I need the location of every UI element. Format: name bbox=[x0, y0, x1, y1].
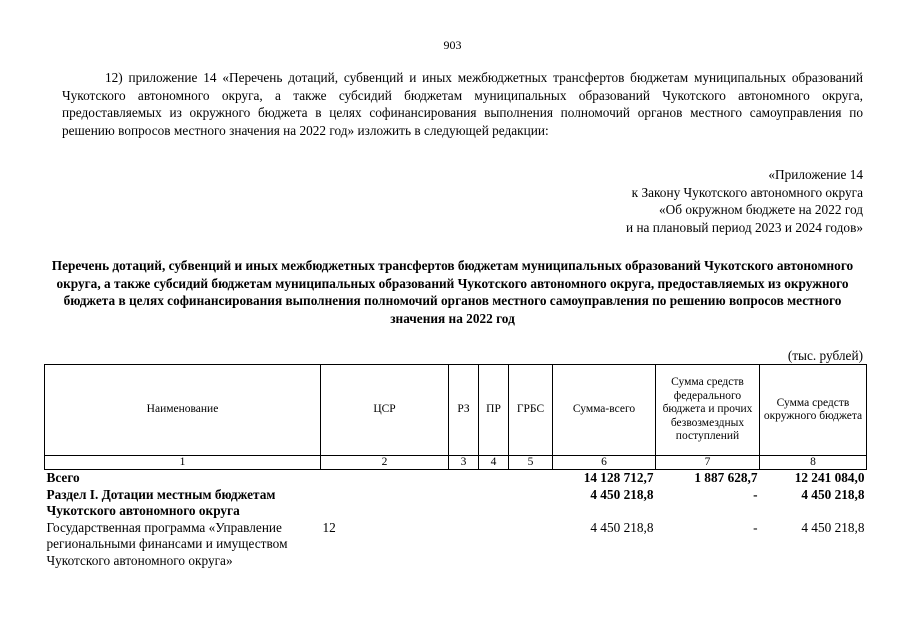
row-district: 4 450 218,8 bbox=[801, 486, 865, 502]
header-grbs: ГРБС bbox=[509, 365, 553, 456]
row-federal: - bbox=[753, 519, 758, 535]
header-pr: ПР bbox=[479, 365, 509, 456]
budget-table bbox=[44, 364, 867, 569]
column-number: 6 bbox=[553, 456, 656, 470]
header-total: Сумма-всего bbox=[553, 365, 656, 456]
column-number: 1 bbox=[45, 456, 321, 470]
table-row bbox=[45, 487, 867, 520]
header-federal: Сумма средств федерального бюджета и прочих безвозмездных поступлений bbox=[656, 365, 760, 456]
row-rz bbox=[449, 520, 479, 570]
row-csr bbox=[321, 470, 449, 487]
row-rz bbox=[449, 470, 479, 487]
column-number: 4 bbox=[479, 456, 509, 470]
row-federal: 1 887 628,7 bbox=[694, 470, 758, 485]
header-district: Сумма средств окружного бюджета bbox=[760, 365, 867, 456]
column-number: 5 bbox=[509, 456, 553, 470]
row-total: 14 128 712,7 bbox=[583, 470, 654, 485]
row-district: 4 450 218,8 bbox=[801, 519, 865, 535]
column-number: 8 bbox=[760, 456, 867, 470]
row-pr bbox=[479, 470, 509, 487]
row-name: Раздел I. Дотации местным бюджетам Чукотского автономного округа bbox=[46, 486, 276, 518]
appendix-line-1: «Приложение 14 bbox=[768, 167, 863, 182]
row-grbs bbox=[509, 470, 553, 487]
appendix-line-3: «Об окружном бюджете на 2022 год bbox=[659, 202, 863, 217]
table-header-row bbox=[45, 365, 867, 456]
table-row bbox=[45, 470, 867, 487]
row-grbs bbox=[509, 487, 553, 520]
intro-paragraph: 12) приложение 14 «Перечень дотаций, субвенций и иных межбюджетных трансфертов бюджетам муниципальных образований Чукотского автономного округа, а также субсидий бюджетам муниципальных образований Чукотского автономного округа, предоставляемых из окружного бюджета в целях софинансирования выполнения полномочий органов местного самоуправления по решению вопросов местного значения на 2022 год» изложить в следующей редакции: bbox=[62, 70, 863, 138]
row-grbs bbox=[509, 520, 553, 570]
row-name: Государственная программа «Управление региональными финансами и имуществом Чукотского автономного округа» bbox=[46, 519, 288, 568]
appendix-line-2: к Закону Чукотского автономного округа bbox=[631, 184, 863, 200]
row-district: 12 241 084,0 bbox=[794, 470, 865, 485]
table-row bbox=[45, 520, 867, 570]
row-csr bbox=[321, 487, 449, 520]
row-pr bbox=[479, 487, 509, 520]
row-name: Всего bbox=[46, 470, 80, 485]
header-name: Наименование bbox=[45, 365, 321, 456]
column-number-row bbox=[45, 456, 867, 470]
row-rz bbox=[449, 487, 479, 520]
header-rz: РЗ bbox=[449, 365, 479, 456]
appendix-header bbox=[626, 166, 863, 236]
document-title: Перечень дотаций, субвенций и иных межбюджетных трансфертов бюджетам муниципальных образований Чукотского автономного округа, а также субсидий бюджетам муниципальных образований Чукотского автономного округа, предоставляемых из окружного бюджета в целях софинансирования выполнения полномочий органов местного самоуправления по решению вопросов местного значения на 2022 год bbox=[51, 258, 854, 326]
header-csr: ЦСР bbox=[321, 365, 449, 456]
row-csr: 12 bbox=[322, 519, 336, 535]
row-pr bbox=[479, 520, 509, 570]
column-number: 7 bbox=[656, 456, 760, 470]
column-number: 3 bbox=[449, 456, 479, 470]
units-label: (тыс. рублей) bbox=[787, 348, 863, 363]
row-total: 4 450 218,8 bbox=[590, 519, 654, 535]
column-number: 2 bbox=[321, 456, 449, 470]
row-total: 4 450 218,8 bbox=[590, 486, 654, 502]
row-federal: - bbox=[753, 486, 758, 502]
appendix-line-4: и на плановый период 2023 и 2024 годов» bbox=[626, 219, 863, 235]
page-number: 903 bbox=[443, 38, 462, 52]
